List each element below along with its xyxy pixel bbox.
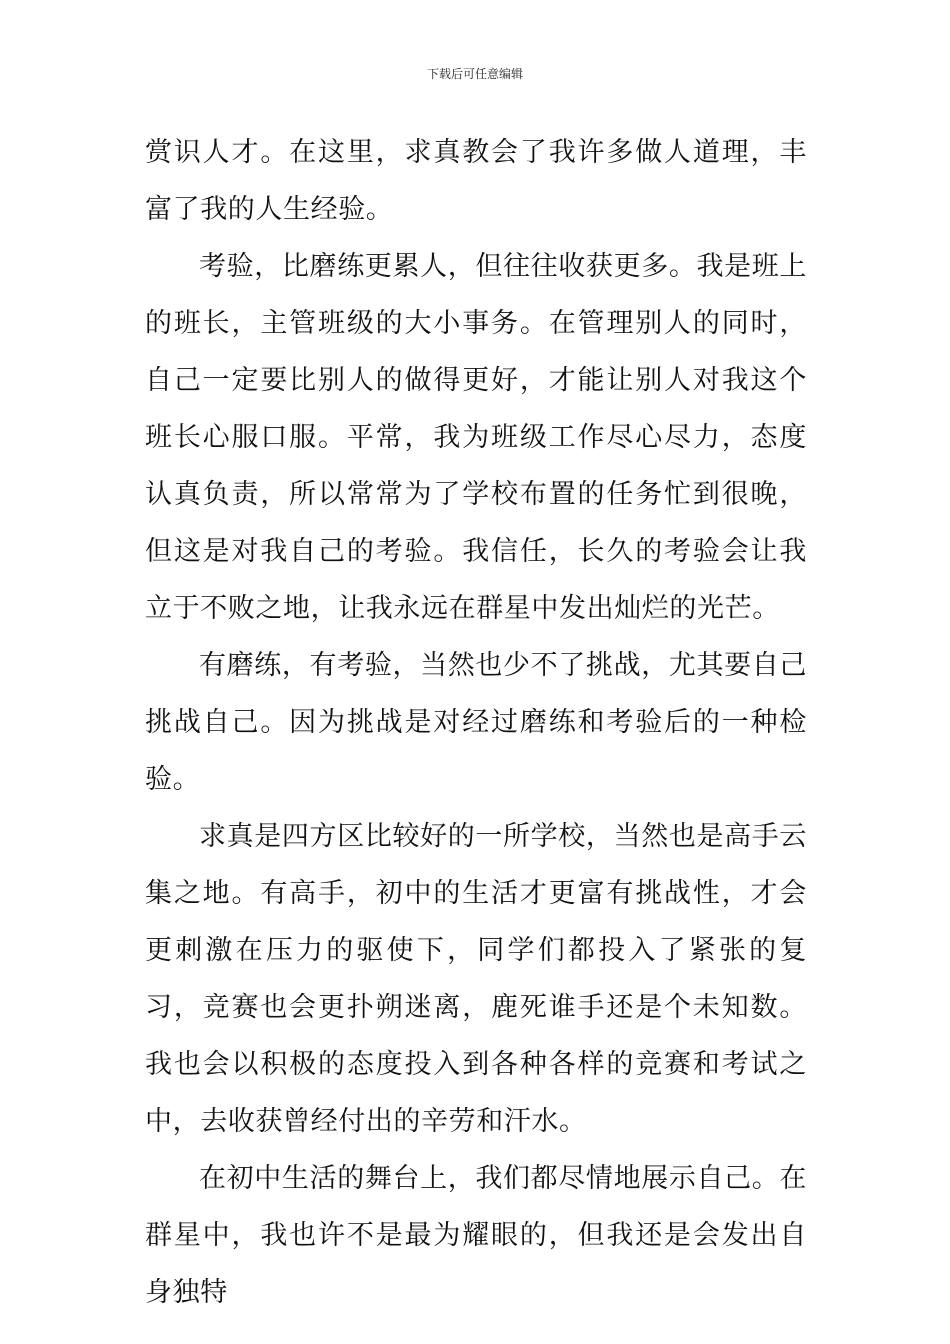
page-header: 下载后可任意编辑: [426, 67, 523, 81]
paragraph-2: 考验，比磨练更累人，但往往收获更多。我是班上的班长，主管班级的大小事务。在管理别人的同时，自己一定要比别人的做得更好，才能让别人对我这个班长心服口服。平常，我为班级工作尽心尽力，态度认真负责，所以常常为了学校布置的任务忙到很晚，但这是对我自己的考验。我信任，长久的考验会让我立于不败之地，让我永远在群星中发出灿烂的光芒。: [145, 251, 807, 624]
paragraph-1: 赏识人才。在这里，求真教会了我许多做人道理，丰富了我的人生经验。: [145, 137, 807, 225]
body-text: [145, 124, 807, 1321]
paragraph-5: 在初中生活的舞台上，我们都尽情地展示自己。在群星中，我也许不是最为耀眼的，但我还是会发出自身独特: [145, 1163, 807, 1308]
paragraph-3: 有磨练，有考验，当然也少不了挑战，尤其要自己挑战自己。因为挑战是对经过磨练和考验后的一种检验。: [145, 650, 807, 795]
paragraph-4: 求真是四方区比较好的一所学校，当然也是高手云集之地。有高手，初中的生活才更富有挑战性，才会更刺激在压力的驱使下，同学们都投入了紧张的复习，竞赛也会更扑朔迷离，鹿死谁手还是个未知数。我也会以积极的态度投入到各种各样的竞赛和考试之中，去收获曾经付出的辛劳和汗水。: [145, 821, 807, 1137]
